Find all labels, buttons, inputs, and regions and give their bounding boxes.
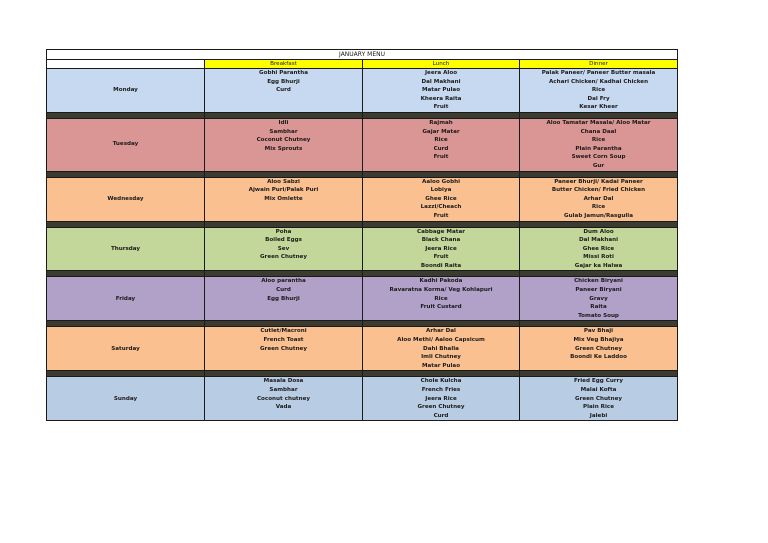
dinner-item: Dum Aloo <box>583 228 614 235</box>
dinner-item: Boondi Ke Laddoo <box>570 354 627 361</box>
lunch-item: Kadhi Pakoda <box>419 278 463 285</box>
day-row-wednesday <box>47 177 678 221</box>
breakfast-item: Masala Dosa <box>263 378 304 385</box>
menu-table <box>46 49 678 421</box>
day-row-sunday <box>47 377 678 421</box>
day-label: Tuesday <box>47 118 205 171</box>
day-label: Monday <box>47 69 205 113</box>
breakfast-item: Sambhar <box>269 128 298 135</box>
lunch-item: Lazzi/Cheach <box>420 204 462 211</box>
lunch-item: Matar Pulao <box>421 87 461 94</box>
lunch-item: Rajmah <box>429 119 453 126</box>
header-breakfast: Breakfast <box>205 60 363 69</box>
dinner-item: Green Chutney <box>574 345 623 352</box>
header-lunch: Lunch <box>363 60 520 69</box>
dinner-item: Butter Chicken/ Fried Chicken <box>551 187 646 194</box>
breakfast-item: Coconut Chutney <box>256 137 311 144</box>
breakfast-item: Curd <box>276 87 291 94</box>
lunch-item: Jeera Aloo <box>424 70 458 76</box>
breakfast-item: Idli <box>278 119 289 126</box>
dinner-cell <box>520 118 678 171</box>
dinner-cell <box>520 377 678 421</box>
dinner-cell <box>520 69 678 113</box>
dinner-item: Mix Veg Bhajiya <box>573 337 624 344</box>
dinner-item: Plain Rice <box>583 404 614 411</box>
dinner-item: Rice <box>591 137 606 144</box>
dinner-item: Missi Roti <box>583 254 614 261</box>
dinner-cell <box>520 227 678 271</box>
breakfast-item: Green Chutney <box>259 254 308 261</box>
breakfast-cell <box>205 227 363 271</box>
lunch-item: Curd <box>433 412 449 419</box>
breakfast-item: Ajwain Puri/Palak Puri <box>248 187 319 194</box>
day-row-tuesday <box>47 118 678 171</box>
dinner-item: Gulab Jamun/Rasgulla <box>564 212 633 219</box>
lunch-cell <box>363 69 520 113</box>
lunch-item: Aloo Methi/ Aaloo Capsicum <box>397 337 485 344</box>
lunch-item: Aaloo Gobhi <box>422 178 460 185</box>
lunch-item: Rice <box>434 295 448 302</box>
lunch-item: Rice <box>434 137 448 144</box>
lunch-item: Imli Chutney <box>421 354 461 361</box>
breakfast-item: Aloo Sabzi <box>267 178 300 185</box>
dinner-item: Rice <box>591 204 606 211</box>
day-label: Saturday <box>47 327 205 371</box>
dinner-item: Chana Daal <box>580 128 617 135</box>
lunch-cell <box>363 118 520 171</box>
lunch-cell <box>363 177 520 221</box>
title-row <box>47 50 678 60</box>
lunch-item: Fruit <box>433 154 449 161</box>
lunch-item: Fruit Custard <box>420 304 462 311</box>
breakfast-item: Poha <box>275 228 292 235</box>
dinner-item: Rice <box>591 87 606 94</box>
dinner-cell <box>520 177 678 221</box>
lunch-cell <box>363 377 520 421</box>
lunch-cell <box>363 327 520 371</box>
dinner-item: Paneer Biryani <box>575 287 622 294</box>
breakfast-cell <box>205 69 363 113</box>
lunch-item: Ravaratna Korma/ Veg Kohlapuri <box>389 287 493 294</box>
lunch-item: French Fries <box>421 387 461 393</box>
day-row-monday <box>47 69 678 113</box>
lunch-item: Ghee Rice <box>425 195 457 202</box>
dinner-item: Fried Egg Curry <box>574 378 623 385</box>
dinner-item: Dal Makhani <box>579 237 619 244</box>
lunch-item: Kheera Raita <box>420 95 462 102</box>
dinner-item: Ghee Rice <box>582 245 615 252</box>
breakfast-cell <box>205 177 363 221</box>
lunch-item: Chole Kulcha <box>420 378 462 385</box>
dinner-item: Dal Fry <box>587 95 610 102</box>
lunch-item: Black Chana <box>421 237 461 244</box>
lunch-item: Matar Pulao <box>421 362 461 369</box>
breakfast-cell <box>205 118 363 171</box>
lunch-item: Green Chutney <box>417 404 465 411</box>
lunch-item: Jeera Rice <box>425 245 457 252</box>
lunch-item: Gajar Matar <box>422 128 460 135</box>
lunch-item: Cabbage Matar <box>417 228 465 235</box>
dinner-item: Plain Parantha <box>575 145 622 152</box>
dinner-cell <box>520 327 678 371</box>
dinner-item: Green Chutney <box>574 395 623 402</box>
day-label: Friday <box>47 277 205 321</box>
day-label: Wednesday <box>47 177 205 221</box>
dinner-item: Palak Paneer/ Paneer Butter masala <box>541 70 656 76</box>
header-blank-cell <box>47 60 205 69</box>
breakfast-item: Aloo parantha <box>261 278 306 285</box>
dinner-item: Gravy <box>589 295 608 302</box>
lunch-item: Curd <box>433 145 449 152</box>
lunch-cell <box>363 277 520 321</box>
breakfast-item: Vada <box>275 404 292 411</box>
day-row-thursday <box>47 227 678 271</box>
breakfast-item: Coconut chutney <box>256 395 311 402</box>
dinner-item: Raita <box>590 304 607 311</box>
lunch-item: Fruit <box>433 254 449 261</box>
breakfast-item: French Toast <box>263 337 304 344</box>
lunch-cell <box>363 227 520 271</box>
dinner-item: Aloo Tamatar Masala/ Aloo Matar <box>546 119 651 126</box>
lunch-item: Dahi Bhalla <box>423 345 459 352</box>
header-row <box>47 60 678 69</box>
breakfast-item: Gobhi Parantha <box>259 70 308 76</box>
menu-sheet <box>46 49 677 421</box>
breakfast-item: Green Chutney <box>259 345 308 352</box>
dinner-cell <box>520 277 678 321</box>
dinner-item: Arhar Dal <box>583 195 614 202</box>
dinner-item: Achari Chicken/ Kadhai Chicken <box>548 78 649 85</box>
lunch-item: Arhar Dal <box>426 328 456 335</box>
header-dinner: Dinner <box>520 60 678 69</box>
day-row-saturday <box>47 327 678 371</box>
dinner-item: Jalebi <box>589 412 608 419</box>
lunch-item: Jeera Rice <box>425 395 457 402</box>
breakfast-cell <box>205 377 363 421</box>
dinner-item: Sweet Corn Soup <box>571 154 626 161</box>
day-row-friday <box>47 277 678 321</box>
breakfast-item: Mix Sprouts <box>264 145 303 152</box>
dinner-item: Chicken Biryani <box>574 278 623 285</box>
breakfast-item: Egg Bhurji <box>267 78 300 85</box>
breakfast-cell <box>205 327 363 371</box>
dinner-item: Tomato Soup <box>578 312 619 319</box>
dinner-item: Malai Kofta <box>580 387 617 393</box>
dinner-item: Kesar Kheer <box>579 104 618 111</box>
day-label: Sunday <box>47 377 205 421</box>
day-label: Thursday <box>47 227 205 271</box>
menu-table-body <box>47 50 678 421</box>
breakfast-item: Sev <box>277 245 290 252</box>
lunch-item: Lobiya <box>430 187 452 194</box>
lunch-item: Dal Makhani <box>421 78 461 85</box>
breakfast-item: Mix Omlette <box>264 195 303 202</box>
breakfast-cell <box>205 277 363 321</box>
breakfast-item: Egg Bhurji <box>267 295 300 302</box>
dinner-item: Paneer Bhurji/ Kadai Paneer <box>554 178 643 185</box>
dinner-item: Gur <box>592 162 605 169</box>
menu-title: JANUARY MENU <box>47 50 678 60</box>
dinner-item: Pav Bhaji <box>583 328 614 335</box>
lunch-item: Fruit <box>433 212 449 219</box>
breakfast-item: Curd <box>276 287 291 294</box>
breakfast-item: Sambhar <box>269 387 298 393</box>
lunch-item: Fruit <box>433 104 449 111</box>
lunch-item: Boondi Raita <box>420 262 462 269</box>
breakfast-item: Cutlet/Macroni <box>260 328 307 335</box>
breakfast-item: Boiled Eggs <box>265 237 302 244</box>
dinner-item: Gajar ka Halwa <box>574 262 623 269</box>
